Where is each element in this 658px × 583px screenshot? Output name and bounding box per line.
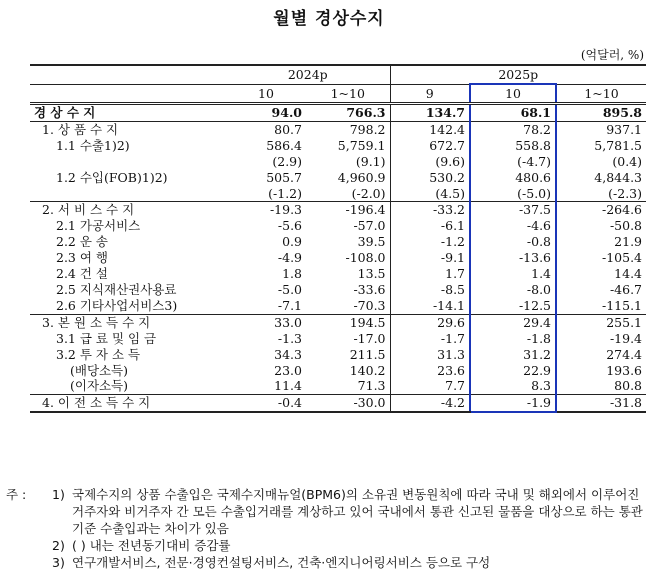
cell-value: (-2.3) [608, 185, 643, 201]
cell-value-highlight: -8.0 [470, 282, 556, 298]
row-label: 2.1 가공서비스 [56, 218, 141, 234]
cell-value: -46.7 [609, 281, 643, 297]
header-col: 1~10 [556, 84, 646, 104]
cell-value: (2.9) [272, 153, 302, 169]
cell-value: 937.1 [556, 121, 646, 137]
cell-value: 13.5 [306, 266, 390, 282]
cell-value: 193.6 [606, 362, 643, 378]
cell-value: 71.3 [306, 378, 390, 394]
cell-value: -1.7 [440, 330, 466, 346]
table-row [30, 218, 646, 234]
header-col: 10 [226, 84, 306, 104]
cell-value-highlight: -12.5 [470, 298, 556, 314]
table-row [30, 363, 646, 379]
table-row [30, 234, 646, 250]
cell-value-highlight: 8.3 [470, 378, 556, 394]
cell-value-highlight: 1.4 [470, 266, 556, 282]
header-blank [30, 65, 226, 84]
cell-value: -70.3 [306, 298, 390, 314]
cell-value: 31.3 [437, 346, 466, 362]
cell-value: -5.0 [277, 281, 302, 297]
cell-value: 134.7 [390, 104, 470, 122]
row-label: 경 상 수 지 [30, 104, 226, 122]
cell-value-highlight: -1.8 [470, 331, 556, 347]
footnote-number: 1) [52, 487, 65, 502]
cell-value: (-2.0) [306, 186, 390, 202]
header-year-2024: 2024p [226, 65, 390, 84]
cell-value: 39.5 [306, 234, 390, 250]
cell-value: 94.0 [226, 104, 306, 122]
cell-value: 798.2 [306, 121, 390, 137]
row-label: 2. 서 비 스 수 지 [30, 202, 226, 218]
cell-value: -264.6 [556, 202, 646, 218]
row-label: (배당소득) [70, 362, 129, 378]
cell-value: 7.7 [445, 378, 466, 394]
cell-value: 142.4 [390, 121, 470, 137]
cell-value: (9.6) [435, 153, 466, 169]
row-label: 3.2 투 자 소 득 [56, 346, 141, 362]
cell-value: -108.0 [306, 250, 390, 266]
cell-value: 23.0 [274, 362, 302, 378]
cell-value: -30.0 [306, 395, 390, 412]
table-row [30, 282, 646, 298]
cell-value: -14.1 [432, 297, 466, 313]
cell-value-highlight: 31.2 [470, 347, 556, 363]
cell-value: 5,759.1 [306, 138, 390, 154]
page-title: 월별 경상수지 [273, 9, 385, 29]
cell-value: 4,844.3 [594, 169, 643, 185]
footnote-number: 2) [52, 538, 65, 553]
table-row [30, 378, 646, 394]
cell-value-highlight: (-5.0) [470, 186, 556, 202]
cell-value: -19.3 [226, 202, 306, 218]
cell-value: -6.1 [440, 218, 466, 234]
table-row [30, 347, 646, 363]
cell-value: 530.2 [429, 169, 466, 185]
current-account-table [30, 64, 646, 413]
cell-value: -1.2 [440, 234, 466, 250]
cell-value: 21.9 [614, 234, 643, 250]
row-label: 2.2 운 송 [56, 234, 108, 250]
table-row [30, 266, 646, 282]
cell-value: -4.2 [390, 395, 470, 412]
header-row-years [30, 65, 646, 84]
cell-value: 33.0 [226, 314, 306, 330]
footnote-text: ( ) 내는 전년동기대비 증감률 [72, 538, 231, 553]
cell-value: -105.4 [602, 250, 643, 266]
header-year-2025: 2025p [390, 65, 646, 84]
header-row-months [30, 84, 646, 104]
cell-value: 4,960.9 [306, 170, 390, 186]
cell-value-highlight: (-4.7) [470, 154, 556, 170]
table-row [30, 250, 646, 266]
footnote-prefix: 주 : [6, 487, 31, 502]
table-row [30, 298, 646, 314]
cell-value-highlight: 78.2 [470, 121, 556, 137]
row-label: 3.1 급 료 및 임 금 [56, 330, 157, 346]
cell-value: 11.4 [274, 378, 302, 394]
cell-value: 5,781.5 [594, 137, 643, 153]
cell-value: 505.7 [266, 169, 302, 185]
footnote-item [6, 554, 646, 571]
row-label: 3. 본 원 소 득 수 지 [30, 314, 226, 330]
cell-value: 672.7 [429, 137, 466, 153]
cell-value: 23.6 [437, 362, 466, 378]
table-row [30, 104, 646, 122]
footnote-item [6, 537, 646, 554]
cell-value: -9.1 [440, 250, 466, 266]
row-label: 1.2 수입(FOB)1)2) [56, 169, 168, 185]
cell-value: 0.9 [282, 234, 302, 250]
cell-value: (-1.2) [268, 185, 302, 201]
cell-value: -33.6 [306, 282, 390, 298]
cell-value: 80.8 [614, 378, 643, 394]
table-row [30, 202, 646, 218]
table-row [30, 314, 646, 330]
cell-value: -19.4 [609, 330, 643, 346]
row-label: 1.1 수출1)2) [56, 137, 130, 153]
cell-value: 1.7 [445, 266, 466, 282]
cell-value: -1.3 [277, 330, 302, 346]
cell-value: 586.4 [266, 137, 302, 153]
cell-value: -5.6 [277, 218, 302, 234]
cell-value-highlight: 22.9 [470, 363, 556, 379]
cell-value: 255.1 [556, 314, 646, 330]
cell-value: -196.4 [306, 202, 390, 218]
row-label [30, 154, 226, 170]
cell-value: -4.9 [277, 250, 302, 266]
cell-value-highlight: -37.5 [470, 202, 556, 218]
cell-value-highlight: -13.6 [470, 250, 556, 266]
row-label: 1. 상 품 수 지 [30, 121, 226, 137]
header-col-highlight: 10 [470, 84, 556, 104]
table-row [30, 186, 646, 202]
cell-value: (9.1) [306, 154, 390, 170]
row-label: (이자소득) [70, 378, 129, 394]
header-col: 1~10 [306, 84, 390, 104]
cell-value: -0.4 [226, 395, 306, 412]
cell-value-highlight: 68.1 [470, 104, 556, 122]
cell-value: (4.5) [435, 185, 466, 201]
cell-value: (0.4) [612, 153, 643, 169]
cell-value: -7.1 [277, 297, 302, 313]
table-row [30, 170, 646, 186]
row-label: 2.4 건 설 [56, 266, 108, 282]
footnote-number: 3) [52, 555, 65, 570]
row-label: 4. 이 전 소 득 수 지 [30, 395, 226, 412]
footnote-text: 국제수지의 상품 수출입은 국제수지매뉴얼(BPM6)의 소유권 변동원칙에 따라 국내 및 해외에서 이루어진 거주자와 비거주자 간 모든 수출입거래를 계상하고 있어 국내에서 통관 신고된 물품을 대상으로 하는 통관기준 수출입과는 차이가 있음 [72, 487, 643, 536]
cell-value: -31.8 [556, 395, 646, 412]
cell-value-highlight: -0.8 [470, 234, 556, 250]
cell-value-highlight: -1.9 [470, 395, 556, 412]
cell-value: 211.5 [306, 347, 390, 363]
cell-value: -115.1 [602, 297, 643, 313]
table-row [30, 138, 646, 154]
table-row [30, 395, 646, 412]
row-label [30, 186, 226, 202]
table-row [30, 154, 646, 170]
row-label: 2.5 지식재산권사용료 [56, 281, 177, 297]
cell-value: 766.3 [306, 104, 390, 122]
table-row [30, 331, 646, 347]
cell-value-highlight: 29.4 [470, 314, 556, 330]
cell-value: 34.3 [274, 346, 302, 362]
cell-value: 194.5 [306, 314, 390, 330]
cell-value: 895.8 [556, 104, 646, 122]
footnote-text: 연구개발서비스, 전문·경영컨설팅서비스, 건축·엔지니어링서비스 등으로 구성 [72, 555, 491, 570]
cell-value: -17.0 [306, 331, 390, 347]
table-row [30, 121, 646, 137]
cell-value: -50.8 [609, 218, 643, 234]
row-label: 2.6 기타사업서비스3) [56, 297, 178, 313]
header-col: 9 [390, 84, 470, 104]
footnotes [6, 486, 646, 571]
cell-value: 80.7 [226, 121, 306, 137]
row-label: 2.3 여 행 [56, 250, 108, 266]
cell-value: 274.4 [606, 346, 643, 362]
cell-value-highlight: 558.8 [470, 138, 556, 154]
cell-value: -33.2 [390, 202, 470, 218]
unit-label: (억달러, %) [580, 48, 644, 62]
footnote-item [6, 486, 646, 537]
cell-value-highlight: -4.6 [470, 218, 556, 234]
cell-value: -57.0 [306, 218, 390, 234]
cell-value-highlight: 480.6 [470, 170, 556, 186]
cell-value: 29.6 [390, 314, 470, 330]
header-blank [30, 84, 226, 104]
cell-value: 140.2 [306, 363, 390, 379]
cell-value: 1.8 [282, 266, 302, 282]
cell-value: -8.5 [440, 281, 466, 297]
cell-value: 14.4 [614, 266, 643, 282]
